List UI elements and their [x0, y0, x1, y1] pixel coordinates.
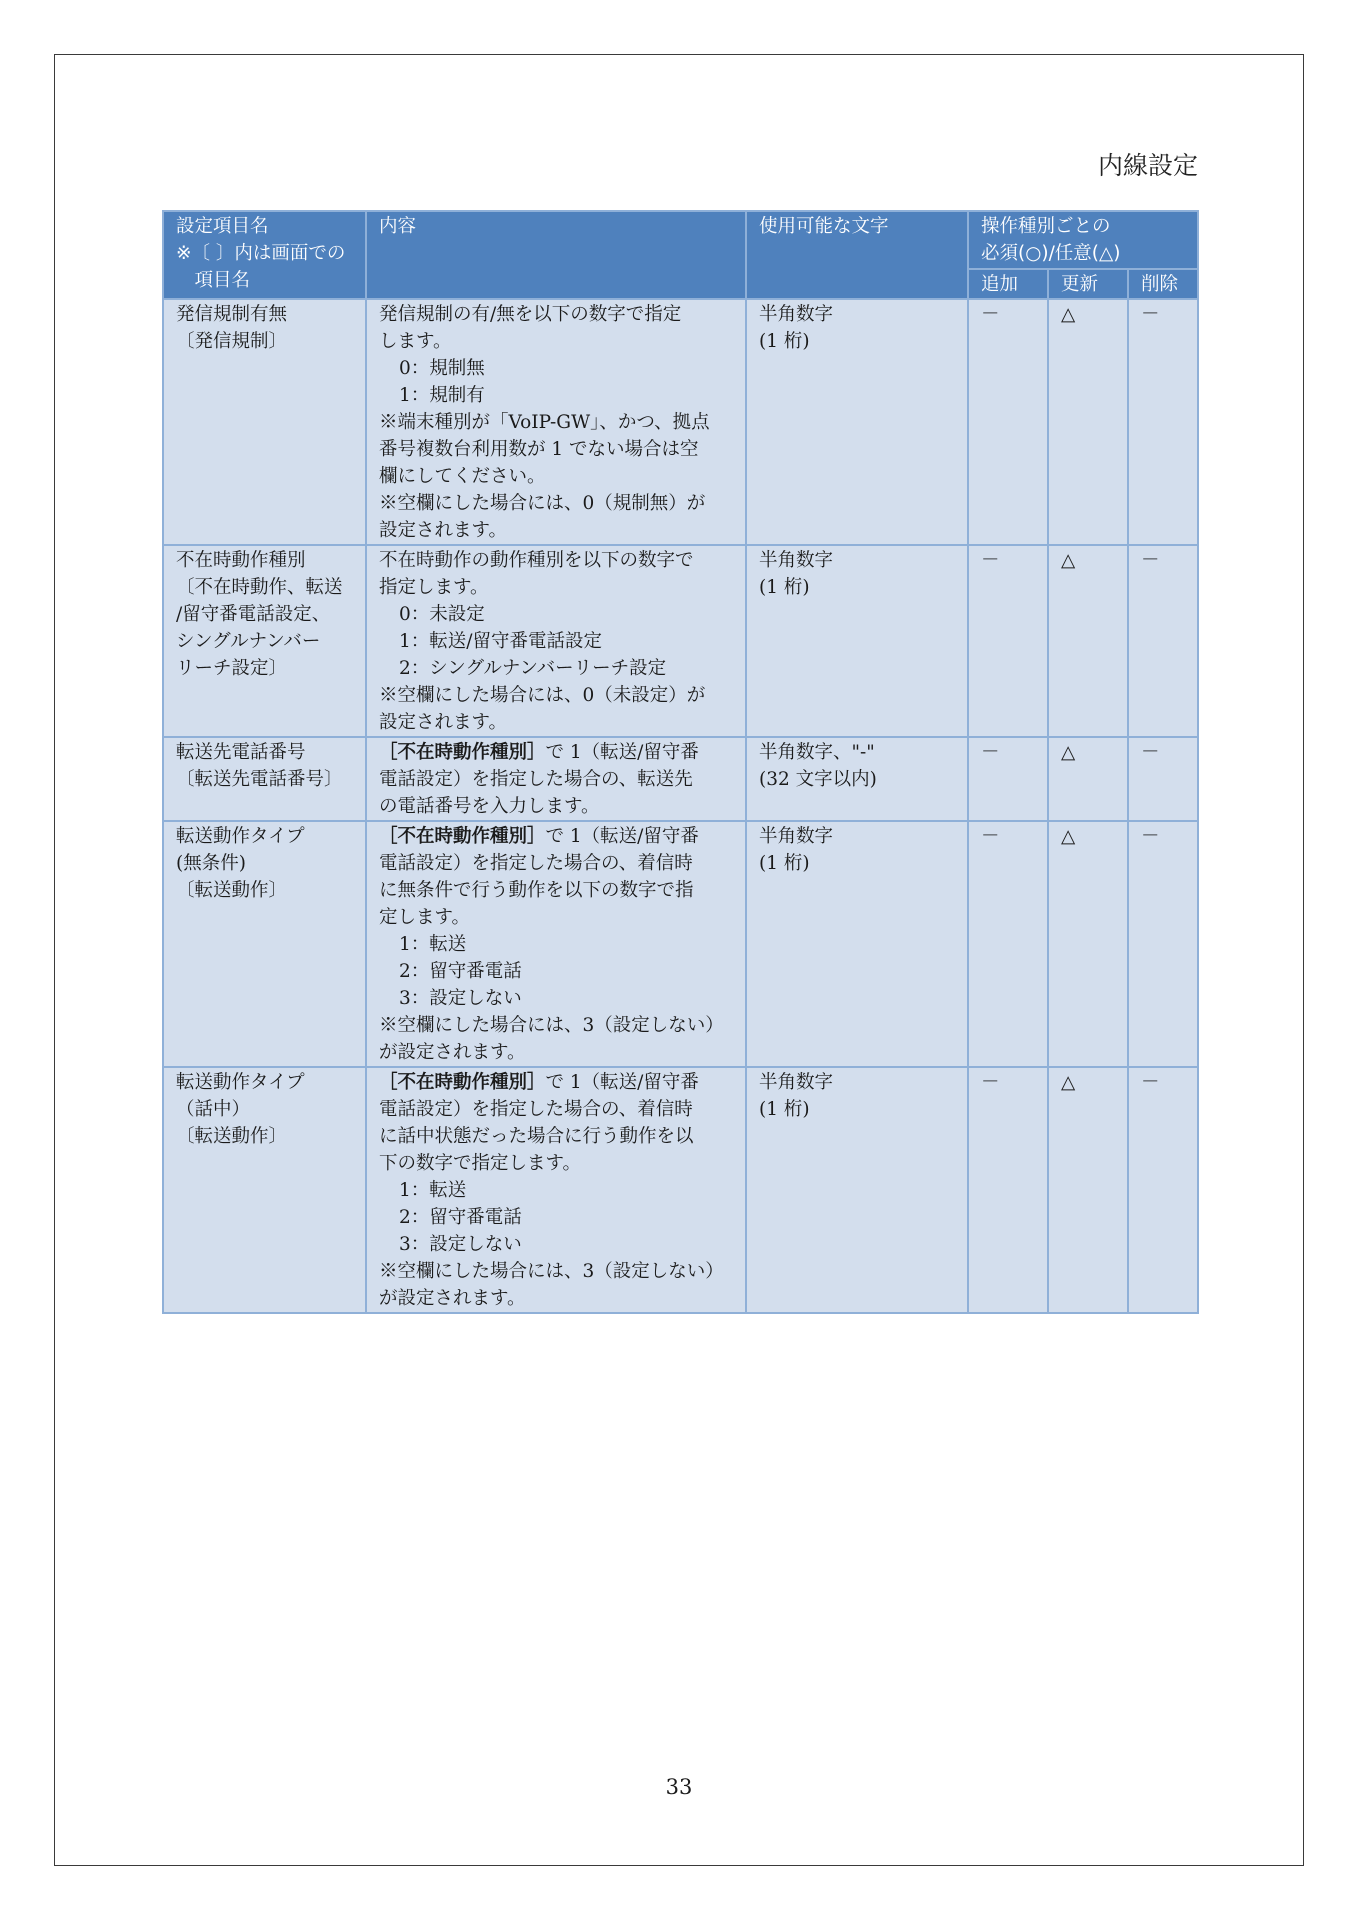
content-text: ※端末種別が「VoIP-GW」、かつ、拠点: [379, 412, 710, 433]
header-chars: 使用可能な文字: [746, 211, 968, 299]
item-name-line: 転送先電話番号: [176, 742, 306, 763]
content-text: の電話番号を入力します。: [379, 796, 600, 817]
field-reference: ［不在時動作種別］: [379, 826, 546, 847]
update-mark: △: [1048, 1067, 1128, 1313]
add-mark: －: [968, 737, 1048, 821]
content-line: [379, 709, 735, 736]
chars-line: 半角数字: [759, 1072, 834, 1093]
header-operations: [968, 211, 1198, 269]
content-line: [379, 958, 735, 985]
content-line: [379, 850, 735, 877]
content-line: [379, 1012, 735, 1039]
content-text: 番号複数台利用数が 1 でない場合は空: [379, 439, 699, 460]
content-text: 1：転送/留守番電話設定: [399, 631, 603, 652]
header-delete: 削除: [1128, 269, 1198, 299]
content-text: 電話設定）を指定した場合の、着信時: [379, 1099, 693, 1120]
content-text: 2：留守番電話: [399, 961, 522, 982]
item-name-line: 〔発信規制〕: [176, 331, 288, 352]
delete-mark: －: [1128, 1067, 1198, 1313]
content-text: 設定されます。: [379, 712, 508, 733]
content-cell: [366, 821, 746, 1067]
item-name-line: (無条件): [176, 853, 246, 874]
table-row: [163, 737, 1198, 821]
item-name-line: /留守番電話設定、: [176, 604, 331, 625]
content-line: [379, 655, 735, 682]
content-text: 3：設定しない: [399, 988, 522, 1009]
content-line: [379, 1123, 735, 1150]
add-mark: －: [968, 299, 1048, 545]
item-name-cell: [163, 545, 366, 737]
chars-line: (1 桁): [759, 1099, 810, 1120]
content-text: ※空欄にした場合には、3（設定しない）: [379, 1015, 724, 1036]
section-title: 内線設定: [1097, 151, 1198, 180]
chars-cell: [746, 299, 968, 545]
add-mark: －: [968, 545, 1048, 737]
add-mark: －: [968, 1067, 1048, 1313]
header-update: 更新: [1048, 269, 1128, 299]
content-text: ※空欄にした場合には、3（設定しない）: [379, 1261, 724, 1282]
table-row: [163, 1067, 1198, 1313]
content-text: 定します。: [379, 907, 471, 928]
content-text: 0：未設定: [399, 604, 485, 625]
content-line: [379, 1231, 735, 1258]
content-line: [379, 463, 735, 490]
content-text: ※空欄にした場合には、0（規制無）が: [379, 493, 706, 514]
content-cell: [366, 737, 746, 821]
content-line: [379, 601, 735, 628]
content-line: [379, 1039, 735, 1066]
content-text: 2：留守番電話: [399, 1207, 522, 1228]
content-line: [379, 382, 735, 409]
content-text: 下の数字で指定します。: [379, 1153, 582, 1174]
content-line: [379, 490, 735, 517]
content-line: [379, 301, 735, 328]
header-ops-line: 操作種別ごとの: [981, 216, 1111, 237]
header-item-line: ※〔 〕内は画面での: [176, 243, 346, 264]
delete-mark: －: [1128, 737, 1198, 821]
item-name-line: 転送動作タイプ: [176, 826, 305, 847]
chars-line: (32 文字以内): [759, 769, 877, 790]
content-line: [379, 547, 735, 574]
delete-mark: －: [1128, 299, 1198, 545]
chars-line: 半角数字: [759, 550, 834, 571]
content-line: [379, 1150, 735, 1177]
content-line: [379, 823, 735, 850]
table-row: [163, 299, 1198, 545]
content-text: 0：規制無: [399, 358, 485, 379]
add-mark: －: [968, 821, 1048, 1067]
content-text: が設定されます。: [379, 1288, 526, 1309]
chars-line: (1 桁): [759, 853, 810, 874]
content-text: 設定されます。: [379, 520, 508, 541]
field-reference: ［不在時動作種別］: [379, 1072, 546, 1093]
content-line: [379, 328, 735, 355]
content-line: [379, 436, 735, 463]
item-name-line: リーチ設定〕: [176, 658, 288, 679]
update-mark: △: [1048, 545, 1128, 737]
content-line: [379, 409, 735, 436]
content-line: [379, 574, 735, 601]
content-text: に無条件で行う動作を以下の数字で指: [379, 880, 694, 901]
content-text: 発信規制の有/無を以下の数字で指定: [379, 304, 682, 325]
content-text: 電話設定）を指定した場合の、着信時: [379, 853, 693, 874]
header-item-line: 設定項目名: [176, 216, 269, 237]
delete-mark: －: [1128, 821, 1198, 1067]
chars-line: 半角数字、"-": [759, 742, 875, 763]
content-text: 1：規制有: [399, 385, 485, 406]
content-line: [379, 1096, 735, 1123]
chars-cell: [746, 1067, 968, 1313]
content-text: 3：設定しない: [399, 1234, 522, 1255]
content-line: [379, 1258, 735, 1285]
header-item-name: [163, 211, 366, 299]
content-text: 欄にしてください。: [379, 466, 546, 487]
header-add: 追加: [968, 269, 1048, 299]
content-text: が設定されます。: [379, 1042, 526, 1063]
content-line: [379, 1285, 735, 1312]
item-name-line: 〔不在時動作、転送: [176, 577, 343, 598]
item-name-cell: [163, 737, 366, 821]
chars-cell: [746, 545, 968, 737]
chars-line: 半角数字: [759, 826, 834, 847]
chars-line: (1 桁): [759, 577, 810, 598]
item-name-cell: [163, 821, 366, 1067]
field-reference: ［不在時動作種別］: [379, 742, 546, 763]
content-line: [379, 517, 735, 544]
content-line: [379, 877, 735, 904]
content-text: 1：転送: [399, 934, 467, 955]
page-number: 33: [665, 1775, 693, 1799]
item-name-cell: [163, 1067, 366, 1313]
chars-cell: [746, 737, 968, 821]
content-cell: [366, 545, 746, 737]
content-line: [379, 904, 735, 931]
content-cell: [366, 1067, 746, 1313]
content-text: 1：転送: [399, 1180, 467, 1201]
update-mark: △: [1048, 821, 1128, 1067]
content-text: 電話設定）を指定した場合の、転送先: [379, 769, 693, 790]
header-content: 内容: [366, 211, 746, 299]
content-text: で 1（転送/留守番: [545, 826, 699, 847]
content-line: [379, 1069, 735, 1096]
content-text: 不在時動作の動作種別を以下の数字で: [379, 550, 694, 571]
content-line: [379, 355, 735, 382]
item-name-line: （話中）: [176, 1099, 251, 1120]
content-text: で 1（転送/留守番: [545, 742, 699, 763]
update-mark: △: [1048, 737, 1128, 821]
content-line: [379, 628, 735, 655]
content-line: [379, 766, 735, 793]
content-text: 2：シングルナンバーリーチ設定: [399, 658, 667, 679]
item-name-line: シングルナンバー: [176, 631, 321, 652]
item-name-line: 〔転送動作〕: [176, 880, 288, 901]
chars-cell: [746, 821, 968, 1067]
content-cell: [366, 299, 746, 545]
content-line: [379, 682, 735, 709]
settings-table: [162, 210, 1199, 1314]
content-text: で 1（転送/留守番: [545, 1072, 699, 1093]
content-line: [379, 1177, 735, 1204]
content-line: [379, 793, 735, 820]
content-text: に話中状態だった場合に行う動作を以: [379, 1126, 694, 1147]
chars-line: (1 桁): [759, 331, 810, 352]
content-text: 指定します。: [379, 577, 489, 598]
table-row: [163, 821, 1198, 1067]
chars-line: 半角数字: [759, 304, 834, 325]
content-text: ※空欄にした場合には、0（未設定）が: [379, 685, 706, 706]
content-line: [379, 1204, 735, 1231]
header-ops-line: 必須(○)/任意(△): [981, 243, 1121, 264]
header-item-line: 項目名: [176, 270, 251, 291]
delete-mark: －: [1128, 545, 1198, 737]
content-line: [379, 931, 735, 958]
item-name-line: 転送動作タイプ: [176, 1072, 305, 1093]
table-row: [163, 545, 1198, 737]
item-name-cell: [163, 299, 366, 545]
item-name-line: 〔転送動作〕: [176, 1126, 288, 1147]
update-mark: △: [1048, 299, 1128, 545]
content-line: [379, 739, 735, 766]
item-name-line: 不在時動作種別: [176, 550, 306, 571]
item-name-line: 〔転送先電話番号〕: [176, 769, 343, 790]
content-line: [379, 985, 735, 1012]
table-body: [163, 299, 1198, 1313]
content-text: します。: [379, 331, 452, 352]
item-name-line: 発信規制有無: [176, 304, 288, 325]
